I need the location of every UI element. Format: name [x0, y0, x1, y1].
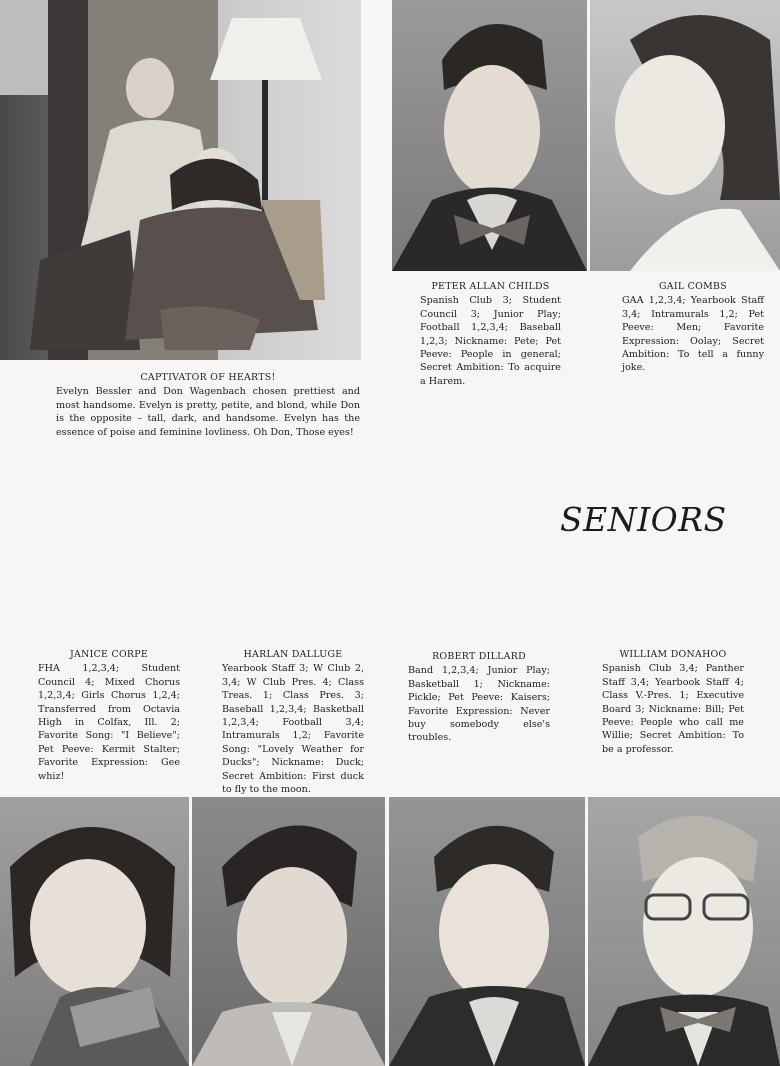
senior-bio: Band 1,2,3,4; Junior Play; Basketball 1; Nickname: Pickle; Pet Peeve: Kaisers; Favorite Expression: Never buy somebody else's troubles.	[408, 665, 550, 744]
portrait-harlan-dalluge	[192, 797, 385, 1066]
caption-gail-combs	[622, 280, 764, 375]
portrait-janice-corpe	[0, 797, 189, 1066]
senior-name: WILLIAM DONAHOO	[619, 649, 727, 660]
captivator-text: Evelyn Bessler and Don Wagenbach chosen prettiest and most handsome. Evelyn is pretty, petite, and blond, while Don is the opposite – tall, dark, and handsome. Evelyn has the essence of poise and feminine lovliness. Oh Don, Those eyes!	[56, 386, 360, 438]
caption-captivator	[56, 371, 360, 439]
portrait-peter-allan-childs	[392, 0, 587, 271]
captivator-title: CAPTIVATOR OF HEARTS!	[140, 372, 276, 383]
senior-bio: Spanish Club 3,4; Panther Staff 3,4; Yearbook Staff 4; Class V.-Pres. 1; Executive Board 3; Nickname: Bill; Pet Peeve: People who call me Willie; Secret Ambition: To be a professor.	[602, 663, 744, 755]
senior-bio: GAA 1,2,3,4; Yearbook Staff 3,4; Intramurals 1,2; Pet Peeve: Men; Favorite Expression: Oolay; Secret Ambition: To tell a funny joke.	[622, 295, 764, 374]
portrait-william-donahoo	[588, 797, 780, 1066]
candid-photo-couple	[0, 0, 361, 360]
portrait-robert-dillard	[389, 797, 585, 1066]
senior-name: PETER ALLAN CHILDS	[431, 281, 550, 292]
caption-janice-corpe	[38, 648, 180, 783]
caption-peter-allan-childs	[420, 280, 561, 388]
section-title: SENIORS	[560, 500, 727, 539]
caption-harlan-dalluge	[222, 648, 364, 796]
caption-william-donahoo	[602, 648, 744, 756]
senior-bio: FHA 1,2,3,4; Student Council 4; Mixed Chorus 1,2,3,4; Girls Chorus 1,2,4; Transferred from Octavia High in Colfax, Ill. 2; Favorite Song: "I Believe"; Pet Peeve: Kermit Stalter; Favorite Expression: Gee whiz!	[38, 663, 180, 782]
senior-bio: Yearbook Staff 3; W Club 2, 3,4; W Club Pres. 4; Class Treas. 1; Class Pres. 3; Baseball 1,2,3,4; Basketball 1,2,3,4; Football 3,4; Intramurals 1,2; Favorite Song: "Lovely Weather for Ducks"; Nickname: Duck; Secret Ambition: First duck to fly to the moon.	[222, 663, 364, 796]
senior-name: ROBERT DILLARD	[432, 651, 526, 662]
senior-bio: Spanish Club 3; Student Council 3; Junior Play; Football 1,2,3,4; Baseball 1,2,3; Nickname: Pete; Pet Peeve: People in general; Secret Ambition: To acquire a Harem.	[420, 295, 561, 387]
portrait-gail-combs	[590, 0, 780, 271]
senior-name: GAIL COMBS	[659, 281, 727, 292]
caption-robert-dillard	[408, 650, 550, 745]
senior-name: HARLAN DALLUGE	[243, 649, 343, 660]
senior-name: JANICE CORPE	[69, 649, 149, 660]
